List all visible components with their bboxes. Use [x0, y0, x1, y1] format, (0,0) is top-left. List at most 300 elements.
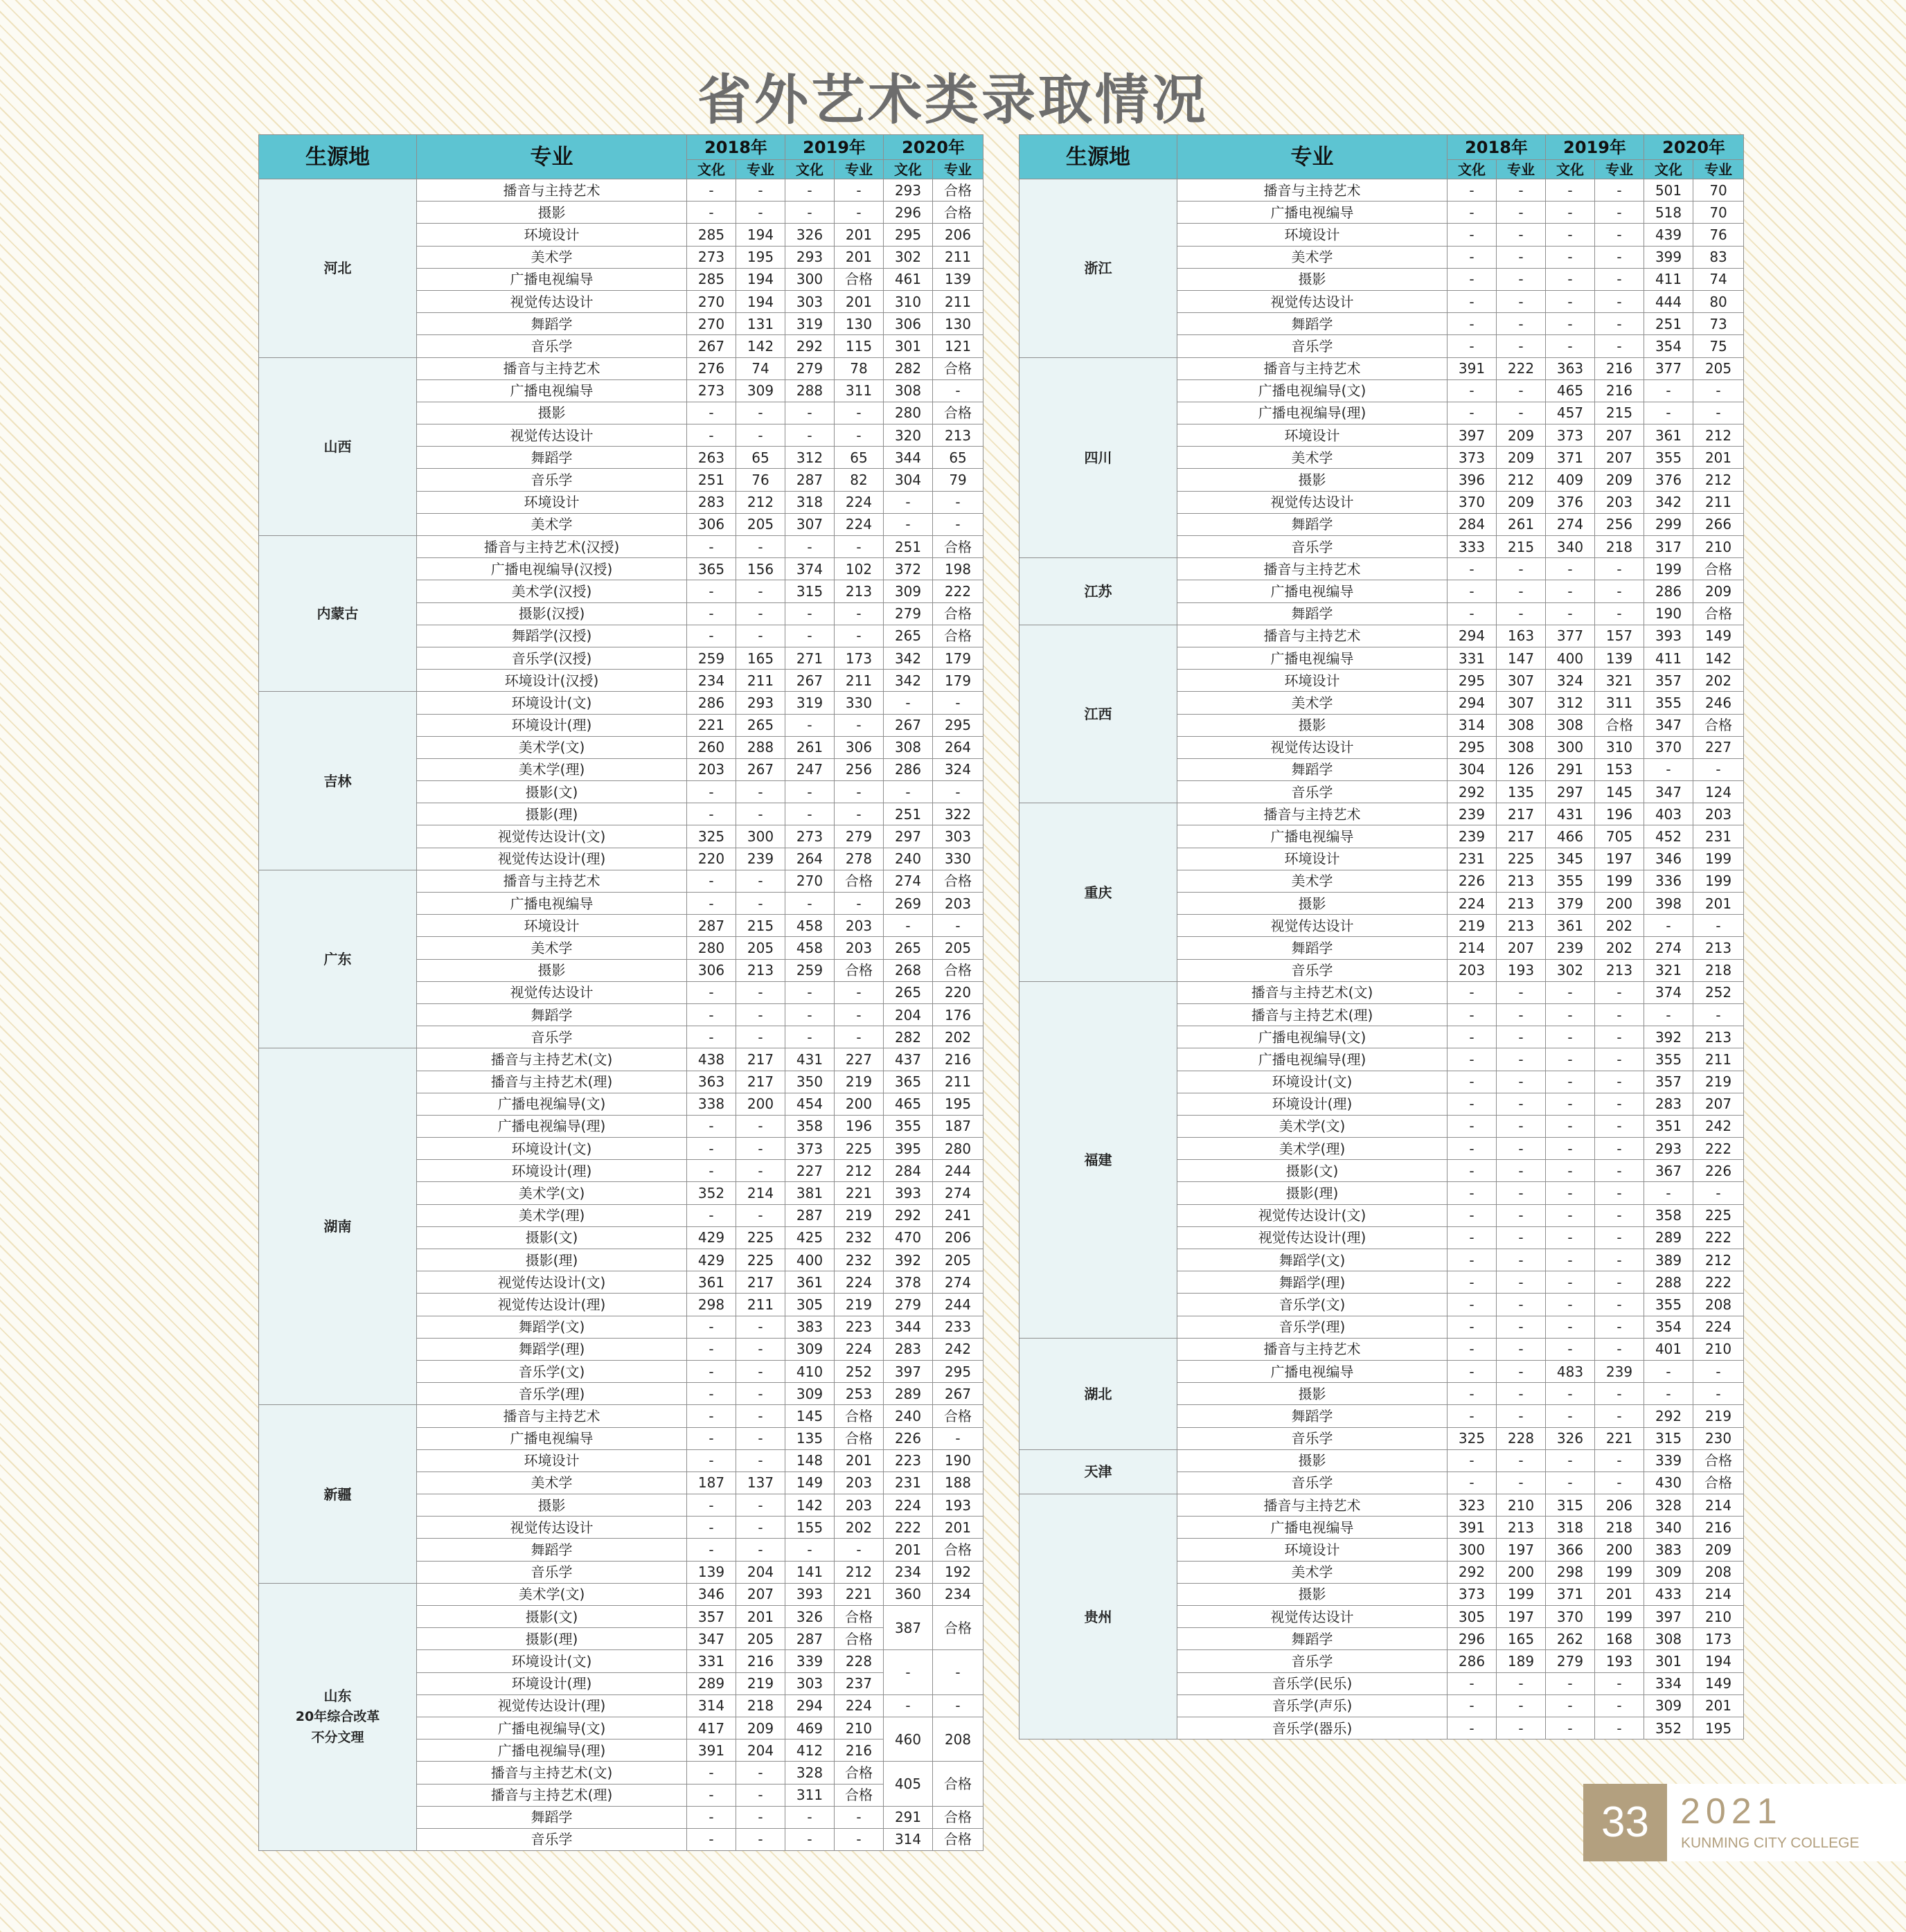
score-2019-prof: -	[1595, 580, 1644, 602]
score-2018-prof: 135	[1497, 781, 1546, 803]
score-2020-prof: 合格	[933, 602, 983, 625]
score-2018-culture: 352	[687, 1182, 736, 1204]
score-2020-prof: 222	[1693, 1271, 1744, 1294]
score-2018-prof: -	[1497, 558, 1546, 580]
score-2018-culture: -	[1448, 1405, 1497, 1427]
score-2019-prof: 202	[835, 1517, 884, 1539]
major-cell: 摄影	[417, 202, 687, 224]
score-2018-prof: -	[736, 1115, 785, 1137]
score-2018-prof: -	[1497, 1115, 1546, 1137]
score-2018-culture: -	[1448, 402, 1497, 424]
score-2019-prof: 193	[1595, 1650, 1644, 1672]
score-2018-culture: 219	[1448, 915, 1497, 937]
score-2020-prof: 202	[933, 1026, 983, 1048]
score-2020-prof: 210	[1693, 1338, 1744, 1360]
major-cell: 广播电视编导(文)	[417, 1717, 687, 1739]
score-2018-prof: 76	[736, 469, 785, 491]
score-2018-prof: -	[1497, 981, 1546, 1003]
score-2018-culture: -	[687, 893, 736, 915]
score-2018-culture: 325	[687, 825, 736, 848]
score-2019-culture: -	[785, 402, 835, 424]
score-2019-culture: 376	[1546, 491, 1595, 513]
score-2019-prof: 197	[1595, 848, 1644, 870]
score-2019-culture: 259	[785, 959, 835, 981]
score-2020-culture: -	[1644, 402, 1693, 424]
score-2019-prof: -	[835, 402, 884, 424]
score-2018-culture: 284	[1448, 513, 1497, 535]
score-2019-culture: -	[1546, 1115, 1595, 1137]
score-2018-culture: -	[687, 1405, 736, 1427]
score-2020-culture: 301	[884, 335, 933, 357]
score-2019-culture: -	[1546, 1449, 1595, 1472]
score-2019-culture: 363	[1546, 357, 1595, 379]
score-2018-culture: -	[1448, 1383, 1497, 1405]
major-cell: 环境设计	[1177, 224, 1448, 246]
score-2020-prof: 合格	[1693, 1449, 1744, 1472]
score-2018-culture: 333	[1448, 536, 1497, 558]
score-2018-culture: 365	[687, 558, 736, 580]
major-cell: 摄影(理)	[417, 1249, 687, 1271]
major-cell: 舞蹈学	[1177, 758, 1448, 780]
score-2020-prof: -	[933, 491, 983, 513]
score-2018-prof: 222	[1497, 357, 1546, 379]
score-2019-culture: -	[785, 1806, 835, 1828]
culture-score-header: 文化	[1448, 160, 1497, 179]
province-cell: 吉林	[259, 692, 417, 870]
header-row	[1019, 135, 1744, 160]
score-2018-prof: -	[736, 1828, 785, 1850]
score-2019-prof: 223	[835, 1316, 884, 1338]
score-2020-prof: -	[1693, 915, 1744, 937]
province-cell: 河北	[259, 179, 417, 358]
score-2019-culture: -	[785, 893, 835, 915]
score-2020-prof: 201	[1693, 447, 1744, 469]
major-cell: 视觉传达设计(理)	[417, 1294, 687, 1316]
score-2018-prof: -	[736, 1539, 785, 1561]
score-2018-culture: 234	[687, 670, 736, 692]
major-cell: 美术学(文)	[1177, 1115, 1448, 1137]
score-2020-culture: 279	[884, 602, 933, 625]
prof-score-header: 专业	[933, 160, 983, 179]
score-2020-culture: 470	[884, 1226, 933, 1249]
score-2019-prof: -	[1595, 1071, 1644, 1093]
score-2019-culture: 412	[785, 1739, 835, 1762]
major-cell: 视觉传达设计	[417, 1517, 687, 1539]
score-2019-culture: 315	[785, 580, 835, 602]
score-2020-prof: 280	[933, 1138, 983, 1160]
score-2018-culture: -	[687, 1316, 736, 1338]
score-2019-prof: 合格	[835, 1784, 884, 1806]
score-2019-prof: 合格	[835, 1762, 884, 1784]
score-2018-prof: 207	[736, 1583, 785, 1605]
major-cell: 环境设计	[1177, 848, 1448, 870]
score-2020-prof: 203	[1693, 803, 1744, 825]
major-cell: 音乐学	[1177, 781, 1448, 803]
score-2019-culture: 358	[785, 1115, 835, 1137]
score-2019-culture: 273	[785, 825, 835, 848]
major-cell: 播音与主持艺术	[417, 1405, 687, 1427]
major-cell: 视觉传达设计	[417, 981, 687, 1003]
score-2019-prof: 207	[1595, 447, 1644, 469]
major-cell: 环境设计(文)	[417, 1138, 687, 1160]
score-2018-prof: -	[736, 981, 785, 1003]
score-2019-prof: 157	[1595, 625, 1644, 647]
score-2020-prof: 222	[1693, 1138, 1744, 1160]
score-2018-culture: -	[687, 602, 736, 625]
score-2018-culture: 306	[687, 513, 736, 535]
score-2018-prof: -	[736, 625, 785, 647]
major-cell: 环境设计(文)	[1177, 1071, 1448, 1093]
score-2019-culture: 345	[1546, 848, 1595, 870]
major-cell: 环境设计	[1177, 424, 1448, 447]
score-2020-culture: 231	[884, 1472, 933, 1494]
score-2019-prof: 203	[835, 1494, 884, 1517]
score-2018-culture: -	[1448, 981, 1497, 1003]
score-2018-prof: 288	[736, 736, 785, 758]
score-2020-prof: 173	[1693, 1628, 1744, 1650]
score-2019-culture: 262	[1546, 1628, 1595, 1650]
score-2019-prof: 330	[835, 692, 884, 714]
score-2018-prof: -	[736, 1316, 785, 1338]
score-2018-culture: -	[1448, 1694, 1497, 1717]
score-2018-culture: -	[1448, 1249, 1497, 1271]
score-2018-culture: 314	[687, 1694, 736, 1717]
score-2018-culture: -	[1448, 246, 1497, 268]
score-2019-prof: 224	[835, 1271, 884, 1294]
score-2019-prof: -	[835, 893, 884, 915]
score-2019-prof: -	[1595, 1717, 1644, 1739]
score-2018-prof: -	[736, 179, 785, 202]
score-2018-culture: 391	[1448, 1517, 1497, 1539]
score-2020-prof: 205	[933, 1249, 983, 1271]
score-2019-prof: -	[1595, 179, 1644, 202]
score-2019-prof: 218	[1595, 1517, 1644, 1539]
score-2018-culture: 396	[1448, 469, 1497, 491]
score-2018-prof: -	[736, 870, 785, 892]
score-2019-prof: -	[835, 781, 884, 803]
score-2018-culture: 361	[687, 1271, 736, 1294]
score-2020-culture: 268	[884, 959, 933, 981]
score-2018-prof: -	[736, 1427, 785, 1449]
score-2020-prof: 208	[933, 1717, 983, 1761]
major-cell: 音乐学	[1177, 1650, 1448, 1672]
score-2018-prof: -	[1497, 1249, 1546, 1271]
major-cell: 美术学(汉授)	[417, 580, 687, 602]
major-cell: 舞蹈学	[1177, 1628, 1448, 1650]
score-2019-culture: 287	[785, 1204, 835, 1226]
major-cell: 环境设计	[417, 915, 687, 937]
major-cell: 摄影	[1177, 1583, 1448, 1605]
page-number: 33	[1583, 1784, 1667, 1861]
score-2020-prof: 195	[933, 1093, 983, 1115]
score-2019-prof: 153	[1595, 758, 1644, 780]
score-2018-culture: 323	[1448, 1494, 1497, 1517]
score-2018-prof: 204	[736, 1561, 785, 1583]
score-2019-culture: 339	[785, 1650, 835, 1672]
score-2020-prof: 246	[1693, 692, 1744, 714]
score-2018-prof: -	[736, 1405, 785, 1427]
major-cell: 舞蹈学	[1177, 313, 1448, 335]
score-2020-culture: 288	[1644, 1271, 1693, 1294]
major-cell: 音乐学(理)	[1177, 1316, 1448, 1338]
major-cell: 美术学	[1177, 692, 1448, 714]
score-2018-culture: 139	[687, 1561, 736, 1583]
score-2020-prof: -	[933, 1650, 983, 1694]
score-2018-prof: -	[1497, 1071, 1546, 1093]
score-2020-culture: 299	[1644, 513, 1693, 535]
score-2019-prof: -	[1595, 1204, 1644, 1226]
score-2019-prof: 201	[1595, 1583, 1644, 1605]
major-cell: 播音与主持艺术(理)	[1177, 1003, 1448, 1026]
score-2018-culture: 283	[687, 491, 736, 513]
score-2019-prof: -	[1595, 1338, 1644, 1360]
score-2019-prof: 321	[1595, 670, 1644, 692]
score-2020-culture: 293	[884, 179, 933, 202]
score-2018-culture: 203	[687, 758, 736, 780]
score-2020-prof: 212	[1693, 1249, 1744, 1271]
score-2020-prof: 226	[1693, 1160, 1744, 1182]
score-2018-culture: 260	[687, 736, 736, 758]
major-cell: 播音与主持艺术	[417, 870, 687, 892]
score-2018-prof: -	[736, 781, 785, 803]
score-2019-prof: -	[1595, 558, 1644, 580]
score-2018-culture: -	[687, 1427, 736, 1449]
score-2018-prof: -	[1497, 1316, 1546, 1338]
score-2019-culture: 271	[785, 647, 835, 669]
score-2019-culture: -	[785, 1539, 835, 1561]
score-2018-prof: -	[736, 1160, 785, 1182]
score-2019-culture: 393	[785, 1583, 835, 1605]
major-cell: 广播电视编导(文)	[1177, 379, 1448, 402]
score-2020-prof: 187	[933, 1115, 983, 1137]
table-row	[1019, 1449, 1744, 1472]
score-2019-culture: 410	[785, 1360, 835, 1382]
score-2020-prof: 209	[1693, 580, 1744, 602]
major-cell: 美术学(理)	[417, 1204, 687, 1226]
score-2019-culture: -	[1546, 1226, 1595, 1249]
score-2018-culture: 373	[1448, 1583, 1497, 1605]
score-2020-prof: 219	[1693, 1071, 1744, 1093]
score-2019-culture: -	[1546, 1294, 1595, 1316]
score-2020-prof: 207	[1693, 1093, 1744, 1115]
score-2019-prof: -	[835, 1828, 884, 1850]
score-2019-culture: -	[1546, 1316, 1595, 1338]
score-2018-prof: 156	[736, 558, 785, 580]
score-2019-culture: 267	[785, 670, 835, 692]
score-2018-prof: -	[736, 1762, 785, 1784]
score-2019-culture: 308	[1546, 714, 1595, 736]
score-2020-culture: 201	[884, 1539, 933, 1561]
score-2020-prof: 83	[1693, 246, 1744, 268]
major-cell: 摄影	[1177, 1383, 1448, 1405]
score-2018-culture: -	[687, 870, 736, 892]
score-2019-culture: -	[1546, 1204, 1595, 1226]
major-cell: 广播电视编导(理)	[1177, 1048, 1448, 1071]
score-2018-culture: -	[1448, 379, 1497, 402]
score-2018-culture: -	[687, 424, 736, 447]
score-2019-prof: -	[835, 1539, 884, 1561]
score-2019-prof: -	[1595, 1449, 1644, 1472]
score-2019-prof: -	[835, 981, 884, 1003]
province-cell: 贵州	[1019, 1494, 1177, 1739]
score-2019-culture: 381	[785, 1182, 835, 1204]
score-2019-culture: 247	[785, 758, 835, 780]
score-2018-culture: -	[687, 402, 736, 424]
score-2020-culture: 405	[884, 1762, 933, 1806]
score-2020-prof: 206	[933, 1226, 983, 1249]
score-2020-prof: 222	[933, 580, 983, 602]
score-2020-prof: 218	[1693, 959, 1744, 981]
score-2020-prof: 199	[1693, 870, 1744, 892]
score-2019-culture: 361	[1546, 915, 1595, 937]
score-2020-culture: 370	[1644, 736, 1693, 758]
score-2018-culture: -	[1448, 602, 1497, 625]
score-2019-culture: 431	[785, 1048, 835, 1071]
score-2018-prof: 205	[736, 1628, 785, 1650]
major-cell: 广播电视编导(理)	[1177, 402, 1448, 424]
score-2020-prof: 295	[933, 1360, 983, 1382]
score-2019-culture: 287	[785, 1628, 835, 1650]
score-2018-prof: -	[1497, 1294, 1546, 1316]
score-2020-culture: 291	[884, 1806, 933, 1828]
score-2018-culture: -	[1448, 1294, 1497, 1316]
score-2019-culture: 373	[1546, 424, 1595, 447]
score-2018-culture: -	[1448, 580, 1497, 602]
major-cell: 美术学(文)	[417, 1583, 687, 1605]
score-2018-prof: -	[736, 1360, 785, 1382]
score-2020-culture: -	[884, 513, 933, 535]
major-cell: 视觉传达设计	[1177, 1606, 1448, 1628]
score-2020-culture: 284	[884, 1160, 933, 1182]
score-2019-prof: 203	[835, 1472, 884, 1494]
major-cell: 视觉传达设计	[1177, 290, 1448, 312]
major-cell: 广播电视编导	[1177, 647, 1448, 669]
score-2020-culture: 296	[884, 202, 933, 224]
score-2018-prof: 126	[1497, 758, 1546, 780]
score-2018-prof: 200	[1497, 1561, 1546, 1583]
score-2019-culture: 361	[785, 1271, 835, 1294]
score-2018-culture: -	[1448, 1048, 1497, 1071]
score-2020-prof: 合格	[933, 1539, 983, 1561]
score-2018-prof: -	[1497, 1383, 1546, 1405]
major-cell: 音乐学(民乐)	[1177, 1672, 1448, 1694]
major-cell: 音乐学	[1177, 1427, 1448, 1449]
score-2018-prof: 201	[736, 1606, 785, 1628]
score-2018-culture: -	[687, 1539, 736, 1561]
major-cell: 环境设计(理)	[417, 1160, 687, 1182]
major-cell: 环境设计(理)	[417, 1672, 687, 1694]
score-2019-culture: 279	[1546, 1650, 1595, 1672]
province-note: 20年综合改革	[295, 1709, 380, 1725]
score-2018-prof: 207	[1497, 937, 1546, 959]
score-2020-culture: 223	[884, 1449, 933, 1472]
province-cell: 江苏	[1019, 558, 1177, 625]
major-cell: 音乐学	[1177, 536, 1448, 558]
score-2020-prof: 139	[933, 268, 983, 290]
score-2019-prof: 合格	[835, 959, 884, 981]
score-2020-culture: 357	[1644, 670, 1693, 692]
major-cell: 环境设计	[417, 224, 687, 246]
score-2018-culture: -	[687, 1115, 736, 1137]
score-2018-culture: 347	[687, 1628, 736, 1650]
score-2020-culture: 321	[1644, 959, 1693, 981]
culture-score-header: 文化	[884, 160, 933, 179]
score-2018-prof: -	[1497, 402, 1546, 424]
score-2020-culture: 389	[1644, 1249, 1693, 1271]
score-2019-culture: 303	[785, 1672, 835, 1694]
table-row	[259, 870, 983, 892]
score-2020-prof: 73	[1693, 313, 1744, 335]
score-2020-prof: 227	[1693, 736, 1744, 758]
major-cell: 环境设计(文)	[417, 1650, 687, 1672]
score-2019-culture: 457	[1546, 402, 1595, 424]
score-2019-prof: 224	[835, 513, 884, 535]
score-2020-prof: 70	[1693, 202, 1744, 224]
score-2019-culture: 145	[785, 1405, 835, 1427]
year-header: 2018年	[1448, 135, 1546, 160]
page-badge	[1583, 1784, 1906, 1861]
score-2018-prof: 307	[1497, 692, 1546, 714]
score-2019-culture: -	[1546, 1672, 1595, 1694]
score-2020-culture: 411	[1644, 647, 1693, 669]
major-cell: 播音与主持艺术(文)	[417, 1048, 687, 1071]
score-2018-culture: 273	[687, 246, 736, 268]
major-cell: 播音与主持艺术	[1177, 357, 1448, 379]
score-2019-prof: 202	[1595, 937, 1644, 959]
score-2019-culture: -	[1546, 602, 1595, 625]
score-2020-culture: 355	[1644, 1294, 1693, 1316]
score-2020-prof: 214	[1693, 1583, 1744, 1605]
score-2018-culture: -	[1448, 202, 1497, 224]
score-2018-prof: -	[1497, 1204, 1546, 1226]
score-2018-culture: 286	[687, 692, 736, 714]
major-cell: 摄影(文)	[417, 1606, 687, 1628]
major-cell: 环境设计	[417, 1449, 687, 1472]
score-2020-prof: -	[1693, 1360, 1744, 1382]
score-2018-culture: -	[687, 1828, 736, 1850]
score-2020-culture: 317	[1644, 536, 1693, 558]
score-2020-prof: 合格	[1693, 1472, 1744, 1494]
score-2019-prof: 203	[835, 915, 884, 937]
score-2018-prof: 131	[736, 313, 785, 335]
score-2018-prof: 209	[1497, 447, 1546, 469]
score-2019-culture: -	[1546, 981, 1595, 1003]
major-cell: 舞蹈学	[1177, 937, 1448, 959]
score-2018-culture: -	[1448, 1316, 1497, 1338]
score-2018-prof: -	[1497, 1717, 1546, 1739]
score-2019-culture: -	[785, 202, 835, 224]
score-2019-prof: -	[1595, 1672, 1644, 1694]
score-2019-prof: 合格	[835, 268, 884, 290]
score-2018-prof: 205	[736, 513, 785, 535]
score-2020-culture: 399	[1644, 246, 1693, 268]
province-cell: 福建	[1019, 981, 1177, 1338]
score-2018-prof: 204	[736, 1739, 785, 1762]
score-2019-prof: 102	[835, 558, 884, 580]
score-2018-culture: -	[1448, 313, 1497, 335]
score-2019-culture: 373	[785, 1138, 835, 1160]
score-2020-prof: 124	[1693, 781, 1744, 803]
score-2019-culture: -	[1546, 1383, 1595, 1405]
score-2020-prof: -	[933, 781, 983, 803]
score-2018-culture: -	[687, 536, 736, 558]
score-2018-culture: 203	[1448, 959, 1497, 981]
score-2019-culture: 298	[1546, 1561, 1595, 1583]
score-2019-prof: 82	[835, 469, 884, 491]
score-2020-prof: 合格	[933, 1405, 983, 1427]
score-2018-prof: 217	[736, 1271, 785, 1294]
major-cell: 音乐学	[417, 1561, 687, 1583]
